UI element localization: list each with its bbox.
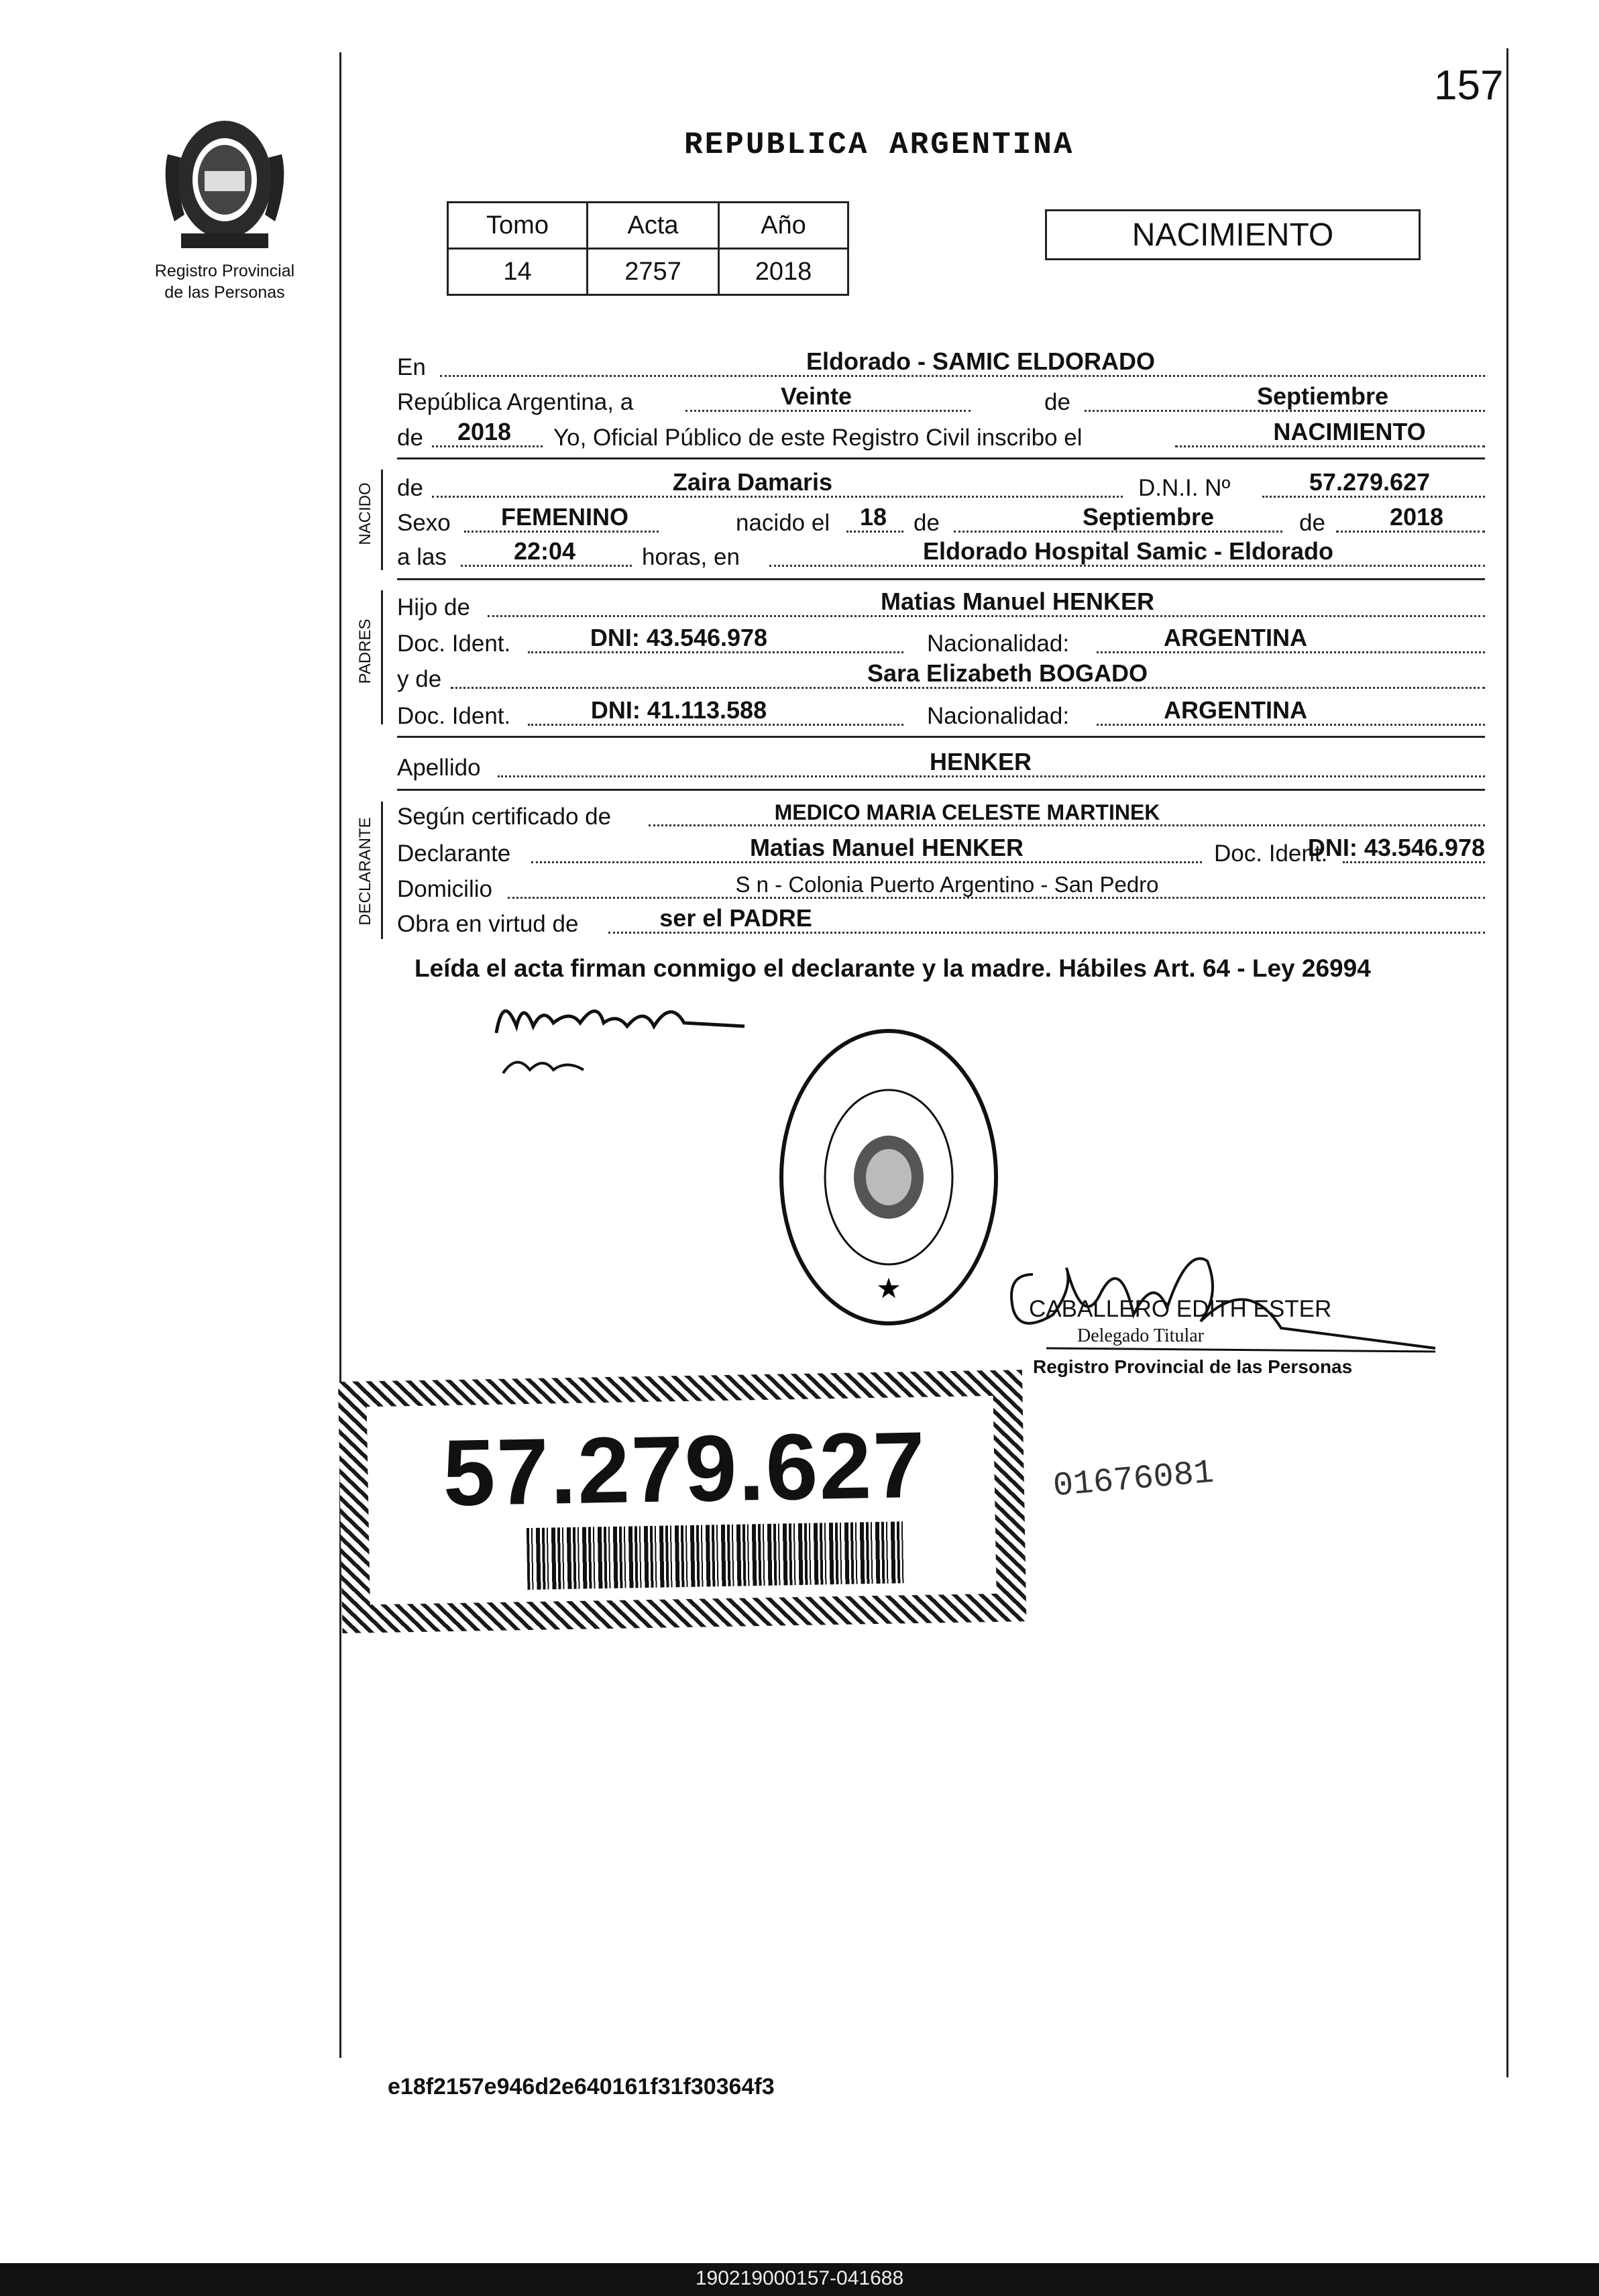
de-label: de [1044,389,1070,415]
de-label-3: de [1299,510,1325,536]
birth-year-value: 2018 [1389,503,1444,531]
day-value: Veinte [780,382,852,410]
declarante-doc-value: DNI: 43.546.978 [1307,834,1485,861]
mother-nationality-value: ARGENTINA [1164,696,1307,724]
value-acta: 2757 [588,249,719,295]
id-barcode-label [338,1370,1026,1633]
right-margin-line [1506,48,1508,2077]
obra-label: Obra en virtud de [397,911,579,937]
record-type-box: NACIMIENTO [1045,209,1421,260]
id-label-number: 57.279.627 [442,1411,928,1526]
child-name-value: Zaira Damaris [672,468,833,496]
mother-name-value: Sara Elizabeth BOGADO [867,659,1148,687]
nacido-section-label: NACIDO [356,482,374,545]
section-separator [397,578,1485,580]
doc-ident-label: Doc. Ident. [397,703,511,729]
domicilio-value: S n - Colonia Puerto Argentino - San Pedro [735,872,1159,897]
value-anio: 2018 [719,249,848,295]
row-mother-doc [397,698,1485,731]
row-year [397,419,1485,453]
value-tomo: 14 [448,249,588,295]
obra-value: ser el PADRE [659,904,812,932]
left-margin-line [339,52,341,2058]
row-hijo-de [397,589,1485,622]
padres-section-label: PADRES [356,618,374,684]
father-nationality-value: ARGENTINA [1164,624,1307,651]
declarante-name-value: Matias Manuel HENKER [749,834,1024,861]
row-father-doc [397,625,1485,659]
row-nacido-sexo [397,504,1485,538]
year-value: 2018 [457,418,512,445]
row-republica [397,384,1485,417]
de-label-2: de [914,510,940,536]
month-value: Septiembre [1256,382,1389,410]
header-acta: Acta [588,203,719,249]
sexo-value: FEMENINO [500,503,628,531]
section-separator [397,736,1485,738]
republica-label: República Argentina, a [397,389,634,415]
apellido-value: HENKER [929,748,1032,775]
birth-day-value: 18 [859,503,887,531]
row-y-de [397,661,1485,694]
father-name-value: Matias Manuel HENKER [880,588,1155,615]
time-value: 22:04 [513,537,576,565]
apellido-label: Apellido [397,755,481,781]
padres-bracket [381,590,383,724]
certificado-value: MEDICO MARIA CELESTE MARTINEK [774,800,1160,824]
declarante-label: Declarante [397,840,511,867]
document-hash: e18f2157e946d2e640161f31f30364f3 [388,2074,775,2099]
official-registry: Registro Provincial de las Personas [1033,1356,1353,1377]
row-nacido-hora [397,539,1485,572]
page-title: REPUBLICA ARGENTINA [684,127,1074,162]
dni-label: D.N.I. Nº [1138,475,1231,501]
serial-number: 01676081 [1051,1454,1216,1507]
row-domicilio [397,871,1485,904]
official-name: CABALLERO EDITH ESTER [1029,1296,1332,1322]
mother-doc-value: DNI: 41.113.588 [590,696,767,724]
section-separator [397,789,1485,791]
record-table-header-row [448,203,848,249]
nacionalidad-label: Nacionalidad: [927,631,1070,657]
declarante-section-label: DECLARANTE [356,817,374,926]
closing-statement: Leída el acta firman conmigo el declarante y la madre. Hábiles Art. 64 - Ley 26994 [415,954,1371,982]
row-obra [397,906,1485,939]
official-text: Yo, Oficial Público de este Registro Civil inscribo el [553,425,1083,451]
doc-ident-label: Doc. Ident. [1214,840,1328,867]
registry-name-line1: Registro Provincial [154,262,295,280]
de-label: de [397,475,423,501]
header-tomo: Tomo [448,203,588,249]
svg-text:★: ★ [876,1272,901,1304]
domicilio-label: Domicilio [397,876,492,902]
declarant-signature [490,986,758,1087]
declarante-bracket [381,802,383,939]
header-anio: Año [719,203,848,249]
horas-label: horas, en [642,544,740,570]
barcode-icon [527,1521,907,1590]
section-separator [397,457,1485,459]
a-las-label: a las [397,544,447,570]
record-table [447,201,849,296]
sexo-label: Sexo [397,510,451,536]
footer-code: 190219000157-041688 [695,2267,904,2289]
row-nacido-name [397,470,1485,503]
birth-month-value: Septiembre [1082,503,1215,531]
hijo-de-label: Hijo de [397,594,470,620]
de2-label: de [397,425,423,451]
registry-name-line2: de las Personas [164,283,285,302]
doc-ident-label: Doc. Ident. [397,631,511,657]
en-label: En [397,354,426,380]
nacido-bracket [381,470,383,570]
certificado-label: Según certificado de [397,804,612,830]
y-de-label: y de [397,666,442,692]
registry-name [114,260,335,303]
place-value: Eldorado - SAMIC ELDORADO [806,347,1155,375]
record-table-value-row [448,249,848,295]
birth-place-value: Eldorado Hospital Samic - Eldorado [922,537,1334,565]
nacido-el-label: nacido el [736,510,830,536]
father-doc-value: DNI: 43.546.978 [590,624,768,651]
row-declarante [397,835,1485,869]
child-dni-value: 57.279.627 [1309,468,1431,496]
act-kind-value: NACIMIENTO [1273,418,1426,445]
page-number: 157 [1434,62,1504,109]
id-label-inner [367,1396,997,1604]
row-apellido [397,749,1485,783]
row-en [397,349,1485,382]
registry-seal-logo [154,107,295,255]
official-title: Delegado Titular [1077,1325,1204,1346]
row-certificado [397,798,1485,832]
nacionalidad-label: Nacionalidad: [927,703,1070,729]
